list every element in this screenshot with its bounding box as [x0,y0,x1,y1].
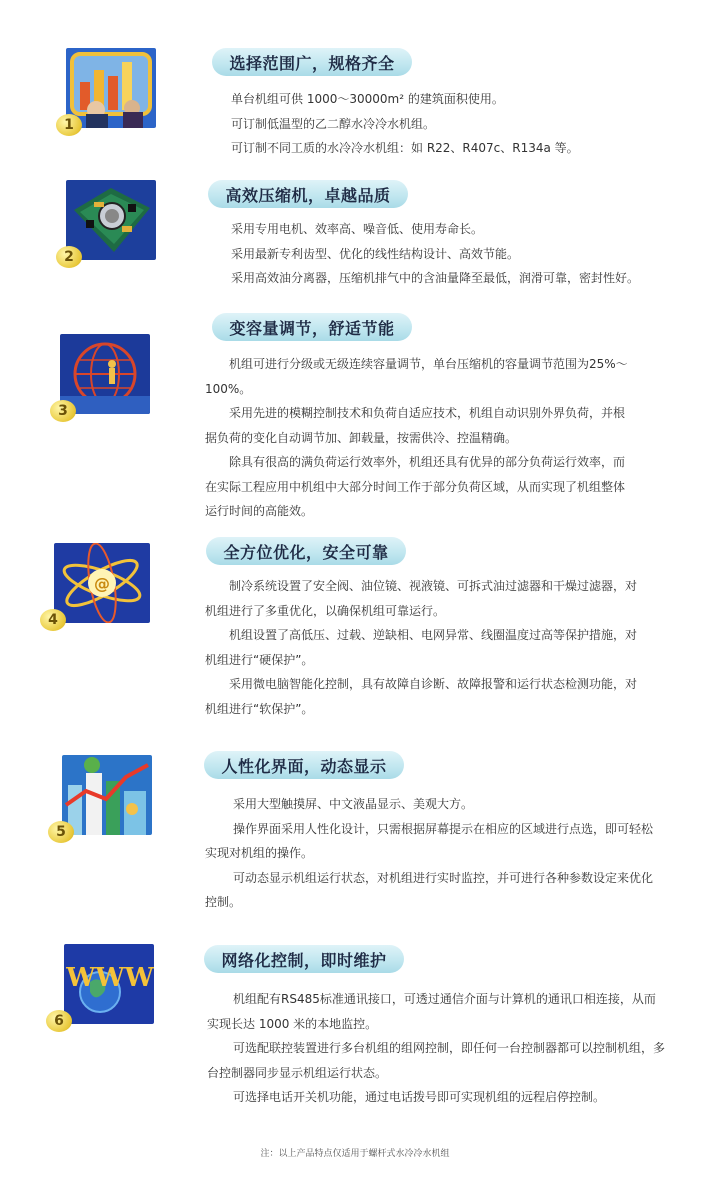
paragraph: 采用高效油分离器，压缩机排气中的含油量降至最低，润滑可靠，密封性好。 [231,271,640,285]
section-body [207,987,667,1110]
paragraph: 操作界面采用人性化设计，只需根据屏幕提示在相应的区域进行点选，即可轻松实现对机组的操作。 [205,821,654,860]
section-title: 选择范围广，规格齐全 [212,48,412,76]
section-title: 全方位优化，安全可靠 [206,537,406,565]
paragraph: 可选择电话开关机功能，通过电话拨号即可实现机组的远程启停控制。 [233,1090,606,1104]
at-sign-text: @ [94,574,110,593]
atom-email-icon [54,543,150,623]
paragraph: 机组可进行分级或无级连续容量调节，单台压缩机的容量调节范围为25%～100%。 [205,357,628,396]
feature-icon-3 [50,334,150,422]
section-body [205,792,655,915]
city-growth-icon [62,755,152,835]
paragraph: 可选配联控装置进行多台机组的组网控制，即任何一台控制器都可以控制机组，多台控制器同步显示机组运行状态。 [207,1041,666,1080]
feature-icon-4 [40,543,140,631]
paragraph: 单台机组可供 1000～30000m² 的建筑面积使用。 [231,92,504,106]
number-badge: 1 [56,114,82,136]
footnote: 注：以上产品特点仅适用于螺杆式水冷冷水机组 [260,1149,450,1159]
number-badge: 4 [40,609,66,631]
feature-icon-6 [46,944,154,1032]
number-badge: 6 [46,1010,72,1032]
section-body [231,87,671,161]
paragraph: 采用微电脑智能化控制，具有故障自诊断、故障报警和运行状态检测功能，对机组进行“软保护”。 [205,677,638,716]
paragraph: 机组配有RS485标准通讯接口，可透过通信介面与计算机的通讯口相连接，从而实现长达 1000 米的本地监控。 [207,992,656,1031]
paragraph: 可订制低温型的乙二醇水冷冷水机组。 [231,116,436,131]
paragraph: 采用大型触摸屏、中文液晶显示、美观大方。 [233,797,474,811]
section-body [205,574,645,721]
paragraph: 采用最新专利齿型、优化的线性结构设计、高效节能。 [231,246,520,261]
section-title: 高效压缩机，卓越品质 [208,180,408,208]
paragraph: 机组设置了高低压、过载、逆缺相、电网异常、线圈温度过高等保护措施，对机组进行“硬保护”。 [205,628,638,667]
globe-figure-icon [60,334,150,414]
section-title: 人性化界面，动态显示 [204,751,404,779]
section-body [231,217,681,291]
feature-icon-2 [56,180,156,268]
section-body [205,352,635,524]
circuit-board-icon [66,180,156,260]
www-text: WWW [66,963,154,993]
number-badge: 5 [48,821,74,843]
number-badge: 3 [50,400,76,422]
section-title: 网络化控制，即时维护 [204,945,404,973]
paragraph: 可动态显示机组运行状态，对机组进行实时监控，并可进行各种参数设定来优化控制。 [205,870,654,909]
business-presentation-icon [66,48,156,128]
www-globe-icon [64,944,154,1024]
feature-icon-1 [56,48,156,136]
feature-icon-5 [48,755,148,843]
paragraph: 制冷系统设置了安全阀、油位镜、视液镜、可拆式油过滤器和干燥过滤器，对机组进行了多重优化，以确保机组可靠运行。 [205,579,638,618]
paragraph: 可订制不同工质的水冷冷水机组：如 R22、R407c、R134a 等。 [231,141,579,155]
number-badge: 2 [56,246,82,268]
paragraph: 采用专用电机、效率高、噪音低、使用寿命长。 [231,222,484,236]
section-title: 变容量调节，舒适节能 [212,313,412,341]
paragraph: 除具有很高的满负荷运行效率外，机组还具有优异的部分负荷运行效率，而在实际工程应用中机组中大部分时间工作于部分负荷区域，从而实现了机组整体运行时间的高能效。 [205,455,626,518]
paragraph: 采用先进的模糊控制技术和负荷自适应技术，机组自动识别外界负荷，并根据负荷的变化自动调节加、卸载量，按需供冷、控温精确。 [205,406,626,445]
